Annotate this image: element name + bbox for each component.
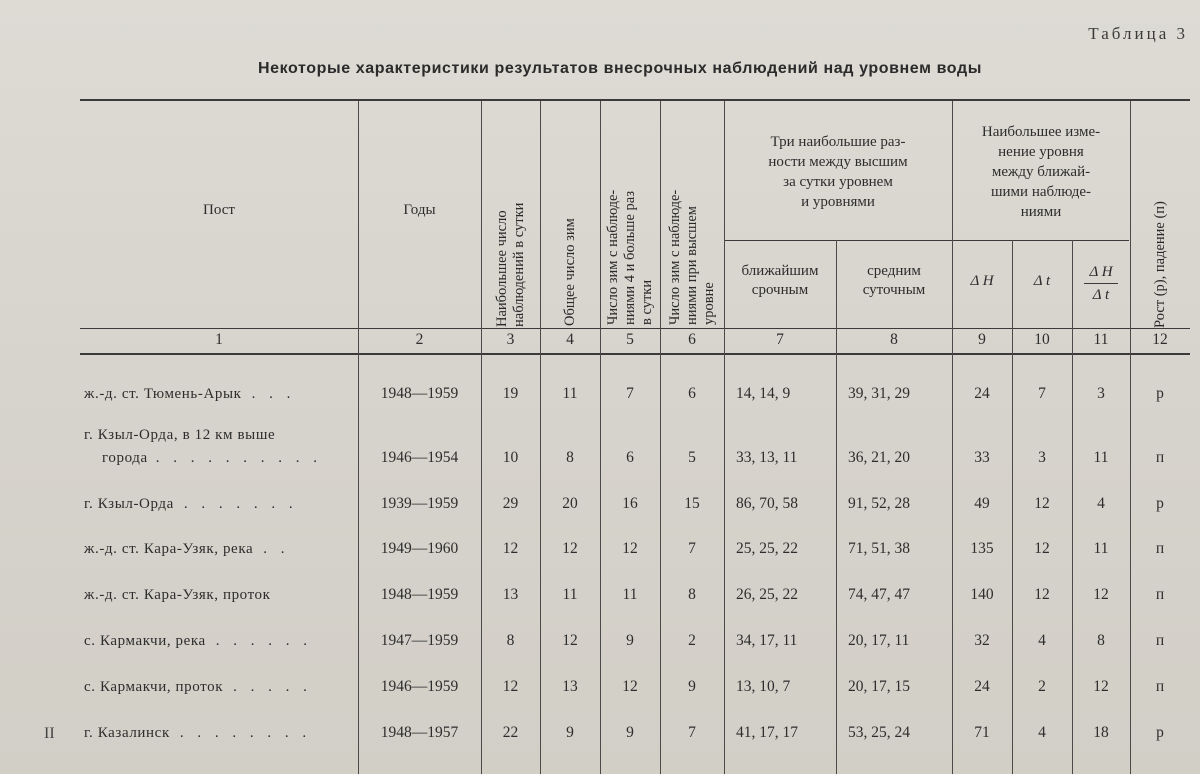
post-name-continued	[102, 448, 322, 469]
cell-col9: 32	[974, 632, 990, 649]
post-name-line	[84, 384, 295, 405]
cell-col11: 8	[1097, 632, 1105, 649]
cell-col12: п	[1155, 586, 1165, 603]
cell-col7: 34, 17, 11	[736, 632, 798, 649]
cell-col8: 36, 21, 20	[848, 449, 910, 466]
margin-mark: II	[44, 725, 55, 742]
leader-dots: . . . . .	[233, 679, 312, 695]
cell-col3: 13	[502, 586, 519, 603]
cell-col7: 26, 25, 22	[736, 586, 798, 603]
cell-col10: 4	[1038, 724, 1046, 741]
post-name: г. Кзыл-Орда, в 12 км выше	[84, 427, 276, 443]
header-nearest-fixed: ближайшим срочным	[741, 263, 819, 298]
cell-col11: 18	[1093, 724, 1109, 741]
header-years: Годы	[403, 201, 436, 218]
cell-col7: 86, 70, 58	[736, 495, 798, 512]
cell-col3: 22	[502, 724, 519, 741]
cell-col10: 7	[1038, 385, 1046, 402]
cell-col4: 12	[562, 540, 578, 557]
cell-col4: 11	[562, 385, 578, 402]
header-bottom-rule	[80, 353, 1190, 355]
column-number: 11	[1093, 331, 1109, 348]
cell-years: 1946—1959	[380, 678, 459, 695]
column-number: 2	[415, 331, 424, 348]
cell-years: 1949—1960	[380, 540, 459, 557]
cell-col3: 12	[502, 540, 519, 557]
column-number: 12	[1152, 331, 1168, 348]
cell-col5: 6	[626, 449, 634, 466]
column-number: 9	[978, 331, 986, 348]
cell-col5: 12	[622, 678, 638, 695]
leader-dots: . . . . . . .	[183, 496, 298, 512]
cell-col3: 10	[502, 449, 519, 466]
col-divider	[481, 101, 482, 774]
cell-col11: 11	[1093, 449, 1109, 466]
cell-col12: р	[1156, 385, 1164, 402]
cell-col9: 24	[974, 678, 990, 695]
cell-col11: 4	[1097, 495, 1105, 512]
cell-col5: 7	[626, 385, 634, 402]
leader-dots: . . . . . . . .	[179, 725, 312, 741]
cell-col7: 14, 14, 9	[736, 385, 791, 402]
column-number: 7	[776, 331, 784, 348]
col-divider	[660, 101, 661, 774]
cell-col6: 7	[688, 724, 696, 741]
post-name-line	[84, 677, 312, 698]
header-post: Пост	[203, 201, 235, 218]
cell-col4: 20	[562, 495, 578, 512]
cell-years: 1948—1959	[380, 385, 459, 402]
table-number: Таблица 3	[1088, 24, 1188, 43]
cell-col8: 20, 17, 15	[848, 678, 910, 695]
leader-dots: . . . . . . . . . .	[155, 450, 322, 466]
header-delta-ratio	[1072, 262, 1130, 305]
cell-col6: 9	[688, 678, 696, 695]
post-name: ж.-д. ст. Тюмень-Арык	[84, 386, 242, 402]
cell-col7: 41, 17, 17	[736, 724, 798, 741]
header-delta-t: Δ t	[1033, 272, 1051, 289]
cell-col12: п	[1155, 678, 1165, 695]
cell-col9: 49	[974, 495, 990, 512]
cell-col5: 9	[626, 632, 634, 649]
leader-dots: . . . . . .	[215, 633, 313, 649]
header-delta-h: Δ H	[970, 272, 994, 289]
post-name: с. Кармакчи, река	[84, 633, 206, 649]
cell-col9: 24	[974, 385, 990, 402]
table-title: Некоторые характеристики результатов внесрочных наблюдений над уровнем воды	[258, 60, 982, 77]
cell-col9: 135	[970, 540, 994, 557]
ratio-denominator: Δ t	[1092, 287, 1110, 303]
header-level-change: Наибольшее изме- нение уровня между ближай- шими наблюде- ниями	[981, 124, 1101, 220]
leader-dots: . . .	[251, 386, 296, 402]
column-number: 8	[890, 331, 898, 348]
cell-col3: 8	[506, 632, 515, 649]
cell-col6: 2	[688, 632, 696, 649]
column-number: 3	[506, 331, 515, 348]
cell-col8: 20, 17, 11	[848, 632, 910, 649]
cell-col10: 12	[1034, 540, 1050, 557]
post-name: с. Кармакчи, проток	[84, 679, 224, 695]
ratio-numerator: Δ H	[1089, 264, 1113, 280]
cell-col5: 12	[622, 540, 638, 557]
column-number: 6	[688, 331, 696, 348]
subheader-rule	[724, 240, 1129, 241]
cell-years: 1939—1959	[380, 495, 459, 512]
cell-col4: 11	[562, 586, 578, 603]
cell-col9: 71	[974, 724, 990, 741]
header-total-winters: Общее число зим	[561, 218, 578, 326]
cell-col3: 19	[502, 385, 519, 402]
col-divider	[540, 101, 541, 774]
col-divider	[600, 101, 601, 774]
column-number: 5	[626, 331, 634, 348]
cell-years: 1947—1959	[380, 632, 459, 649]
cell-col7: 25, 25, 22	[736, 540, 798, 557]
post-name-line	[84, 723, 311, 744]
cell-col3: 12	[502, 678, 519, 695]
colnum-rule	[80, 328, 1190, 329]
cell-col4: 8	[566, 449, 574, 466]
cell-years: 1948—1959	[380, 586, 459, 603]
post-name: ж.-д. ст. Кара-Узяк, проток	[84, 587, 271, 603]
header-winters-high-level: Число зим с наблюде- ниями при высшем уровне	[666, 189, 717, 325]
cell-col5: 11	[622, 586, 638, 603]
cell-col6: 8	[688, 586, 696, 603]
header-winters-4-times: Число зим с наблюде- ниями 4 и больше раз в сутки	[604, 189, 655, 325]
ratio-bar	[1084, 283, 1118, 284]
cell-col6: 7	[688, 540, 696, 557]
cell-col11: 12	[1093, 678, 1109, 695]
header-three-differences: Три наибольшие раз- ности между высшим за сутки уровнем и уровнями	[768, 134, 908, 210]
post-name-line2: города	[102, 450, 148, 466]
column-number: 1	[215, 331, 223, 348]
cell-col5: 9	[626, 724, 634, 741]
cell-col10: 12	[1034, 586, 1050, 603]
cell-years: 1946—1954	[380, 449, 459, 466]
top-rule	[80, 99, 1190, 101]
cell-col12: п	[1155, 540, 1165, 557]
cell-col6: 6	[688, 385, 696, 402]
post-name-line	[84, 631, 312, 652]
column-number: 10	[1034, 331, 1050, 348]
cell-col10: 4	[1038, 632, 1046, 649]
cell-col12: п	[1155, 632, 1165, 649]
post-name-line	[84, 585, 281, 606]
cell-col5: 16	[622, 495, 638, 512]
post-name-line	[84, 494, 298, 515]
cell-col10: 3	[1038, 449, 1046, 466]
header-max-observations: Наибольшее число наблюдений в сутки	[494, 202, 527, 327]
cell-col8: 71, 51, 38	[848, 540, 910, 557]
column-number: 4	[566, 331, 574, 348]
col-divider	[1130, 101, 1131, 774]
header-rise-fall: Рост (р), падение (п)	[1151, 201, 1168, 328]
cell-col10: 2	[1038, 678, 1046, 695]
cell-col10: 12	[1034, 495, 1050, 512]
cell-years: 1948—1957	[380, 724, 459, 741]
header-daily-mean: средним суточным	[862, 263, 926, 298]
cell-col11: 11	[1093, 540, 1109, 557]
post-name: г. Казалинск	[84, 725, 170, 741]
cell-col12: р	[1156, 495, 1164, 512]
col-divider	[836, 240, 837, 774]
cell-col11: 3	[1097, 385, 1105, 402]
cell-col12: р	[1156, 724, 1164, 741]
cell-col4: 9	[566, 724, 574, 741]
cell-col9: 140	[970, 586, 994, 603]
cell-col3: 29	[502, 495, 519, 512]
cell-col9: 33	[974, 449, 990, 466]
cell-col4: 13	[562, 678, 578, 695]
cell-col8: 53, 25, 24	[848, 724, 910, 741]
cell-col4: 12	[562, 632, 578, 649]
cell-col6: 15	[684, 495, 700, 512]
cell-col6: 5	[688, 449, 696, 466]
cell-col11: 12	[1093, 586, 1109, 603]
cell-col8: 91, 52, 28	[848, 495, 910, 512]
cell-col7: 13, 10, 7	[736, 678, 791, 695]
cell-col8: 39, 31, 29	[848, 385, 910, 402]
post-name-line	[84, 539, 289, 560]
cell-col8: 74, 47, 47	[848, 586, 910, 603]
post-name: ж.-д. ст. Кара-Узяк, река	[84, 541, 254, 557]
leader-dots: . .	[263, 541, 290, 557]
cell-col7: 33, 13, 11	[736, 449, 798, 466]
post-name: г. Кзыл-Орда	[84, 496, 174, 512]
cell-col12: п	[1155, 449, 1165, 466]
